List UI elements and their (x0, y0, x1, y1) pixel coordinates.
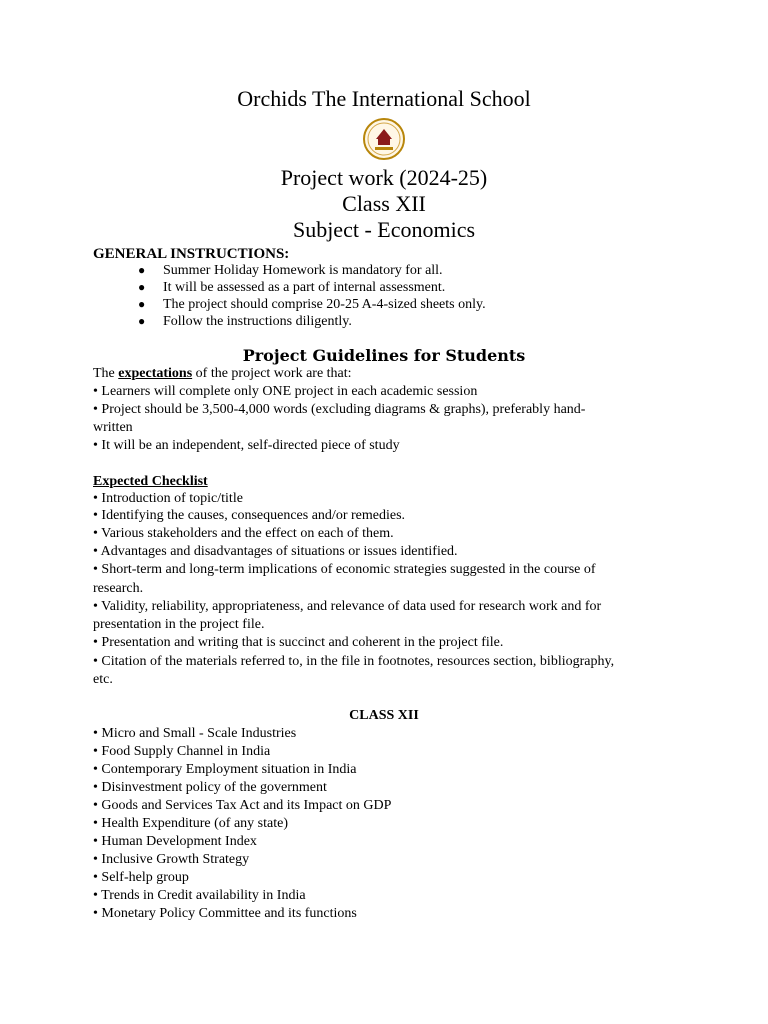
bullet-icon: ● (138, 263, 146, 277)
topic-item: • Human Development Index (93, 834, 257, 849)
school-name: Orchids The International School (237, 86, 531, 111)
intro-prefix: The (93, 366, 119, 381)
bullet-icon: ● (138, 297, 146, 311)
topic-item: • Trends in Credit availability in India (93, 888, 306, 903)
checklist-line: • Short-term and long-term implications of economic strategies suggested in the course of (93, 562, 596, 577)
project-title: Project work (2024-25) (280, 165, 488, 190)
class-title: Class XII (342, 191, 426, 216)
instruction-item: Follow the instructions diligently. (163, 314, 352, 329)
checklist-line: • Identifying the causes, consequences and/or remedies. (93, 508, 406, 523)
topic-item: • Inclusive Growth Strategy (93, 852, 250, 867)
school-logo-icon (362, 117, 406, 161)
bullet-icon: ● (138, 280, 146, 294)
checklist-line: • Introduction of topic/title (93, 491, 243, 506)
subject-title: Subject - Economics (292, 217, 476, 242)
instruction-item: The project should comprise 20-25 A-4-sized sheets only. (163, 297, 486, 312)
topic-item: • Health Expenditure (of any state) (93, 816, 288, 831)
checklist-line: • Citation of the materials referred to, in the file in footnotes, resources section, bibliography, (93, 654, 615, 669)
topic-item: • Disinvestment policy of the government (93, 780, 327, 795)
guideline-line: written (93, 420, 133, 435)
guideline-line: • Learners will complete only ONE project in each academic session (93, 384, 478, 399)
topic-item: • Contemporary Employment situation in India (93, 762, 357, 777)
guideline-line: • Project should be 3,500-4,000 words (excluding diagrams & graphs), preferably hand- (93, 402, 586, 417)
checklist-line: presentation in the project file. (93, 617, 265, 632)
checklist-heading: Expected Checklist (93, 474, 208, 489)
topic-item: • Micro and Small - Scale Industries (93, 726, 297, 741)
topic-item: • Goods and Services Tax Act and its Impact on GDP (93, 798, 392, 813)
topic-item: • Food Supply Channel in India (93, 744, 271, 759)
checklist-line: • Presentation and writing that is succinct and coherent in the project file. (93, 635, 504, 650)
topic-item: • Self-help group (93, 870, 189, 885)
instruction-item: Summer Holiday Homework is mandatory for all. (163, 263, 443, 278)
checklist-line: • Validity, reliability, appropriateness, and relevance of data used for research work and for (93, 599, 602, 614)
intro-suffix: of the project work are that: (192, 366, 352, 381)
checklist-line: research. (93, 581, 144, 596)
guideline-line: • It will be an independent, self-directed piece of study (93, 438, 400, 453)
bullet-icon: ● (138, 314, 146, 328)
checklist-line: • Various stakeholders and the effect on each of them. (93, 526, 394, 541)
checklist-line: etc. (93, 672, 113, 687)
topic-item: • Monetary Policy Committee and its functions (93, 906, 357, 921)
general-instructions-heading: GENERAL INSTRUCTIONS: (93, 246, 290, 262)
guidelines-heading: Project Guidelines for Students (242, 346, 526, 365)
instruction-item: It will be assessed as a part of internal assessment. (163, 280, 446, 295)
guidelines-intro (93, 365, 352, 383)
class-topics-heading: CLASS XII (349, 708, 419, 723)
intro-emphasis: expectations (118, 366, 193, 381)
checklist-line: • Advantages and disadvantages of situations or issues identified. (93, 544, 458, 559)
